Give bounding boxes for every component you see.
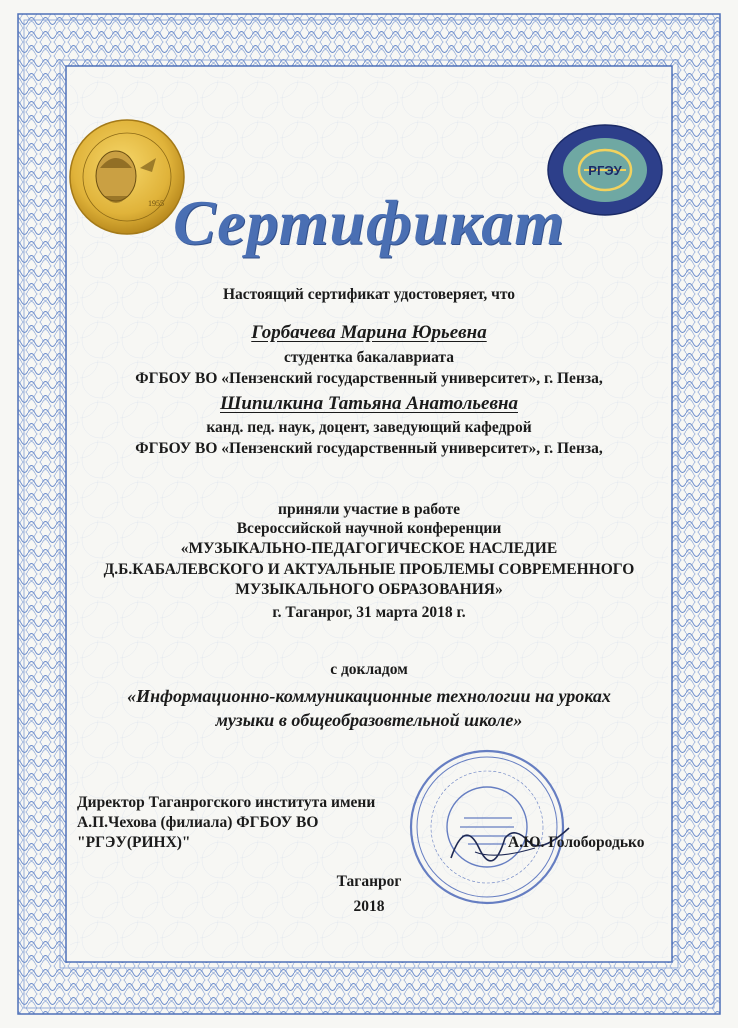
participant2-org: ФГБОУ ВО «Пензенский государственный университет», г. Пенза,: [135, 440, 603, 457]
place: Таганрог: [336, 873, 402, 890]
certificate-title: Сертификат: [172, 187, 566, 258]
report-label: с докладом: [330, 661, 408, 678]
event-date-place: г. Таганрог, 31 марта 2018 г.: [272, 604, 466, 621]
event-line5: МУЗЫКАЛЬНОГО ОБРАЗОВАНИЯ»: [235, 581, 503, 598]
report-title-line2: музыки в общеобразовтельной школе»: [215, 710, 523, 730]
participant2-role: канд. пед. наук, доцент, заведующий кафедрой: [206, 419, 532, 436]
participant2-name: Шипилкина Татьяна Анатольевна: [220, 393, 518, 414]
director-title-line1: Директор Таганрогского института имени: [77, 794, 376, 811]
year: 2018: [353, 898, 385, 915]
director-title-line2: А.П.Чехова (филиала) ФГБОУ ВО: [77, 814, 319, 831]
event-line1: приняли участие в работе: [278, 501, 460, 518]
director-name: А.Ю. Голобородько: [508, 834, 645, 851]
logo-text: РГЭУ: [588, 163, 622, 178]
participant1-role: студентка бакалавриата: [283, 349, 454, 366]
event-line2: Всероссийской научной конференции: [236, 520, 502, 537]
participant1-name: Горбачева Марина Юрьевна: [251, 322, 487, 343]
intro-text: Настоящий сертификат удостоверяет, что: [222, 286, 516, 303]
participant1-org: ФГБОУ ВО «Пензенский государственный университет», г. Пенза,: [135, 370, 603, 387]
event-line4: Д.Б.КАБАЛЕВСКОГО И АКТУАЛЬНЫЕ ПРОБЛЕМЫ СОВРЕМЕННОГО: [103, 561, 635, 578]
report-title-line1: «Информационно-коммуникационные технологии на уроках: [127, 686, 611, 706]
director-title-line3: "РГЭУ(РИНХ)": [77, 834, 191, 851]
event-line3: «МУЗЫКАЛЬНО-ПЕДАГОГИЧЕСКОЕ НАСЛЕДИЕ: [180, 540, 558, 557]
logo-year: 1955: [148, 199, 164, 208]
